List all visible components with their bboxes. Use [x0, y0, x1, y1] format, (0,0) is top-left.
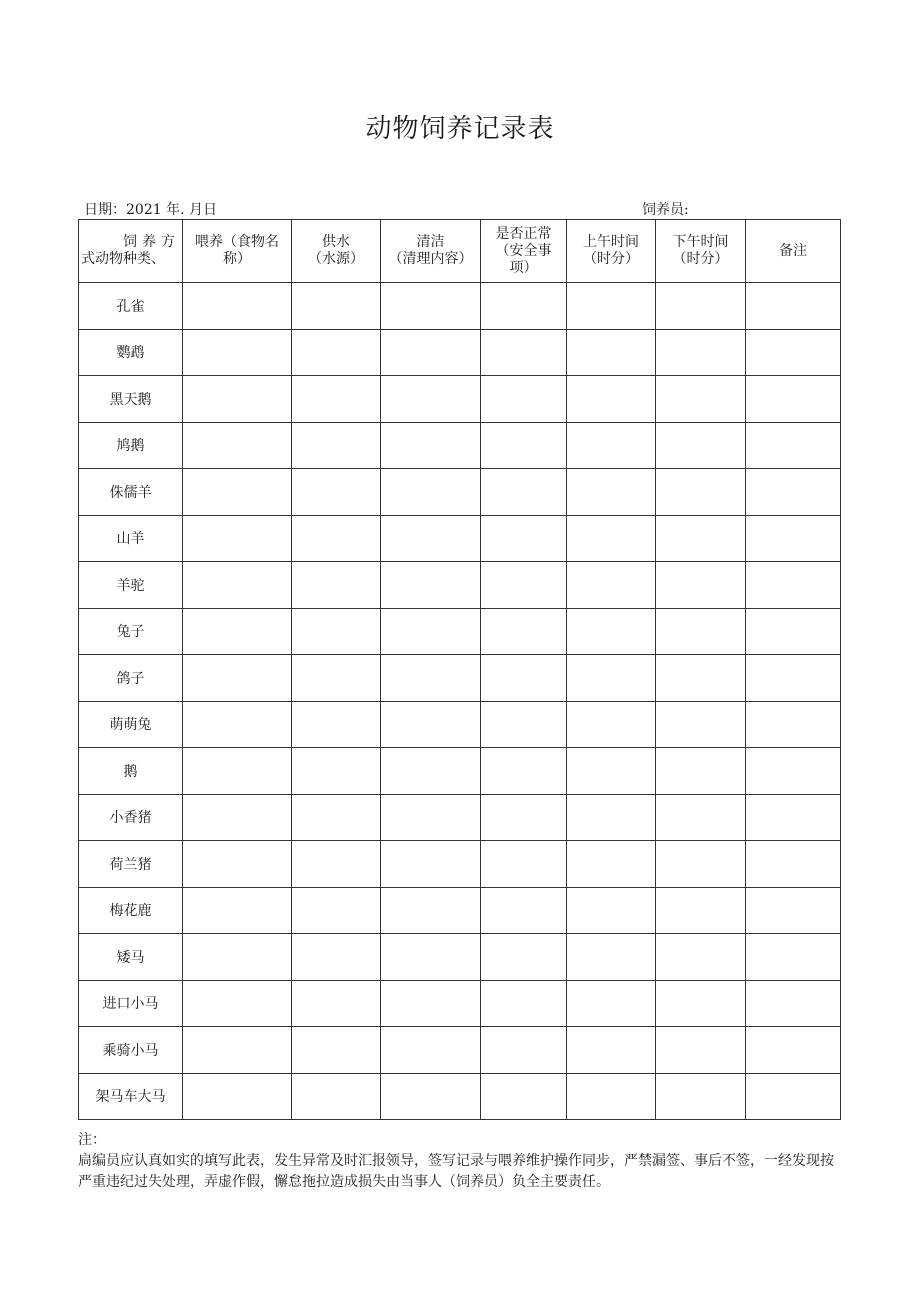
am-time-cell[interactable]: [567, 469, 656, 516]
corner-bottom-label: 式动物种类、: [81, 251, 165, 267]
remark-cell[interactable]: [746, 1027, 841, 1074]
header-normal: [481, 220, 567, 283]
clean-cell[interactable]: [381, 934, 481, 981]
header-remark-label: 备注: [779, 242, 807, 259]
animal-name-cell: 羊驼: [79, 562, 183, 609]
clean-cell[interactable]: [381, 1073, 481, 1120]
pm-time-cell[interactable]: [656, 562, 746, 609]
am-time-cell[interactable]: [567, 515, 656, 562]
water-cell[interactable]: [292, 794, 381, 841]
remark-cell[interactable]: [746, 376, 841, 423]
table-row: [79, 841, 841, 888]
remark-cell[interactable]: [746, 841, 841, 888]
table-row: [79, 562, 841, 609]
normal-cell[interactable]: [481, 283, 567, 330]
pm-time-cell[interactable]: [656, 934, 746, 981]
normal-cell[interactable]: [481, 655, 567, 702]
table-row: [79, 655, 841, 702]
clean-cell[interactable]: [381, 329, 481, 376]
pm-time-cell[interactable]: [656, 887, 746, 934]
am-time-cell[interactable]: [567, 841, 656, 888]
normal-cell[interactable]: [481, 329, 567, 376]
table-row: [79, 934, 841, 981]
feed-cell[interactable]: [183, 934, 292, 981]
am-time-cell[interactable]: [567, 283, 656, 330]
water-cell[interactable]: [292, 748, 381, 795]
header-water: [292, 220, 381, 283]
am-time-cell[interactable]: [567, 980, 656, 1027]
am-time-cell[interactable]: [567, 1027, 656, 1074]
header-remark: [746, 220, 841, 283]
feed-cell[interactable]: [183, 887, 292, 934]
pm-time-cell[interactable]: [656, 329, 746, 376]
feed-cell[interactable]: [183, 1027, 292, 1074]
table-row: [79, 980, 841, 1027]
feeding-record-table: [78, 219, 841, 1120]
remark-cell[interactable]: [746, 1073, 841, 1120]
animal-name-cell: 进口小马: [79, 980, 183, 1027]
animal-name-cell: 萌萌兔: [79, 701, 183, 748]
clean-cell[interactable]: [381, 515, 481, 562]
am-time-cell[interactable]: [567, 562, 656, 609]
animal-name-cell: 荷兰猪: [79, 841, 183, 888]
water-cell[interactable]: [292, 934, 381, 981]
water-cell[interactable]: [292, 887, 381, 934]
table-row: [79, 887, 841, 934]
header-am-time: [567, 220, 656, 283]
am-time-cell[interactable]: [567, 748, 656, 795]
meta-row: [84, 199, 840, 219]
pm-time-cell[interactable]: [656, 748, 746, 795]
note-label: 注：: [78, 1132, 106, 1148]
animal-name-cell: 小香猪: [79, 794, 183, 841]
animal-name-cell: 梅花鹿: [79, 887, 183, 934]
normal-cell[interactable]: [481, 701, 567, 748]
animal-name-cell: 鸽子: [79, 655, 183, 702]
remark-cell[interactable]: [746, 887, 841, 934]
water-cell[interactable]: [292, 1073, 381, 1120]
animal-name-cell: 侏儒羊: [79, 469, 183, 516]
clean-cell[interactable]: [381, 1027, 481, 1074]
feed-cell[interactable]: [183, 655, 292, 702]
remark-cell[interactable]: [746, 515, 841, 562]
header-normal-line1: 是否正常: [495, 225, 552, 242]
normal-cell[interactable]: [481, 515, 567, 562]
header-pm-time: [656, 220, 746, 283]
animal-name-cell: 鸠鹅: [79, 422, 183, 469]
clean-cell[interactable]: [381, 794, 481, 841]
normal-cell[interactable]: [481, 1073, 567, 1120]
page-title: 动物饲养记录表: [365, 114, 555, 144]
pm-time-cell[interactable]: [656, 515, 746, 562]
clean-cell[interactable]: [381, 608, 481, 655]
clean-cell[interactable]: [381, 469, 481, 516]
clean-cell[interactable]: [381, 422, 481, 469]
pm-time-cell[interactable]: [656, 980, 746, 1027]
clean-cell[interactable]: [381, 980, 481, 1027]
water-cell[interactable]: [292, 515, 381, 562]
corner-top-label: 饲养方: [123, 234, 180, 250]
am-time-cell[interactable]: [567, 1073, 656, 1120]
normal-cell[interactable]: [481, 887, 567, 934]
table-row: [79, 1073, 841, 1120]
remark-cell[interactable]: [746, 562, 841, 609]
pm-time-cell[interactable]: [656, 283, 746, 330]
feed-cell[interactable]: [183, 608, 292, 655]
clean-cell[interactable]: [381, 655, 481, 702]
pm-time-cell[interactable]: [656, 422, 746, 469]
header-am-line2: （时分）: [583, 251, 639, 267]
water-cell[interactable]: [292, 329, 381, 376]
animal-name-cell: 鹦鹉: [79, 329, 183, 376]
feed-cell[interactable]: [183, 701, 292, 748]
animal-name-cell: 矮马: [79, 934, 183, 981]
feed-cell[interactable]: [183, 748, 292, 795]
feed-cell[interactable]: [183, 376, 292, 423]
clean-cell[interactable]: [381, 376, 481, 423]
table-row: [79, 1027, 841, 1074]
table-row: [79, 469, 841, 516]
normal-cell[interactable]: [481, 934, 567, 981]
remark-cell[interactable]: [746, 469, 841, 516]
remark-cell[interactable]: [746, 980, 841, 1027]
am-time-cell[interactable]: [567, 887, 656, 934]
pm-time-cell[interactable]: [656, 376, 746, 423]
water-cell[interactable]: [292, 608, 381, 655]
clean-cell[interactable]: [381, 841, 481, 888]
normal-cell[interactable]: [481, 980, 567, 1027]
header-row: [79, 220, 841, 283]
clean-cell[interactable]: [381, 562, 481, 609]
am-time-cell[interactable]: [567, 376, 656, 423]
feed-cell[interactable]: [183, 562, 292, 609]
keeper-label: 饲养员:: [642, 202, 689, 218]
pm-time-cell[interactable]: [656, 1027, 746, 1074]
am-time-cell[interactable]: [567, 608, 656, 655]
pm-time-cell[interactable]: [656, 608, 746, 655]
clean-cell[interactable]: [381, 701, 481, 748]
feed-cell[interactable]: [183, 329, 292, 376]
header-water-line2: （水源）: [308, 251, 364, 267]
table-body: [79, 283, 841, 1120]
header-feed: [183, 220, 292, 283]
feed-cell[interactable]: [183, 980, 292, 1027]
table-row: [79, 794, 841, 841]
header-am-line1: 上午时间: [583, 234, 639, 250]
pm-time-cell[interactable]: [656, 655, 746, 702]
remark-cell[interactable]: [746, 701, 841, 748]
pm-time-cell[interactable]: [656, 469, 746, 516]
animal-name-cell: 山羊: [79, 515, 183, 562]
feed-cell[interactable]: [183, 1073, 292, 1120]
table-row: [79, 748, 841, 795]
remark-cell[interactable]: [746, 655, 841, 702]
header-clean-line2: （清理内容）: [388, 251, 473, 267]
header-normal-line2: （安全事: [495, 242, 552, 259]
clean-cell[interactable]: [381, 283, 481, 330]
normal-cell[interactable]: [481, 376, 567, 423]
normal-cell[interactable]: [481, 841, 567, 888]
am-time-cell[interactable]: [567, 329, 656, 376]
normal-cell[interactable]: [481, 422, 567, 469]
feed-cell[interactable]: [183, 283, 292, 330]
table-row: [79, 283, 841, 330]
am-time-cell[interactable]: [567, 794, 656, 841]
remark-cell[interactable]: [746, 748, 841, 795]
pm-time-cell[interactable]: [656, 794, 746, 841]
feed-cell[interactable]: [183, 515, 292, 562]
water-cell[interactable]: [292, 655, 381, 702]
date-label: 日期：2021 年. 月日: [84, 202, 217, 218]
remark-cell[interactable]: [746, 283, 841, 330]
water-cell[interactable]: [292, 469, 381, 516]
water-cell[interactable]: [292, 562, 381, 609]
am-time-cell[interactable]: [567, 422, 656, 469]
feed-cell[interactable]: [183, 469, 292, 516]
header-clean-line1: 清洁: [416, 234, 445, 250]
am-time-cell[interactable]: [567, 701, 656, 748]
normal-cell[interactable]: [481, 469, 567, 516]
water-cell[interactable]: [292, 980, 381, 1027]
normal-cell[interactable]: [481, 608, 567, 655]
note-text: 扃编员应认真如实的填写此表，发生异常及时汇报领导，签写记录与喂养维护操作同步，严禁漏签、事后不签，一经发现按严重违纪过失处理，弄虚作假，懈怠拖拉造成损失由当事人（饲养员）负全主要责任。: [78, 1153, 834, 1190]
water-cell[interactable]: [292, 376, 381, 423]
table-row: [79, 422, 841, 469]
pm-time-cell[interactable]: [656, 841, 746, 888]
remark-cell[interactable]: [746, 422, 841, 469]
clean-cell[interactable]: [381, 748, 481, 795]
header-clean: [381, 220, 481, 283]
table-row: [79, 515, 841, 562]
header-pm-line1: 下午时间: [672, 234, 729, 250]
normal-cell[interactable]: [481, 794, 567, 841]
animal-name-cell: 架马车大马: [79, 1073, 183, 1120]
header-feed-line1: 喂养（食物名: [195, 234, 279, 250]
am-time-cell[interactable]: [567, 655, 656, 702]
table-row: [79, 376, 841, 423]
header-pm-line2: （时分）: [672, 251, 729, 267]
feed-cell[interactable]: [183, 841, 292, 888]
header-feed-line2: 称）: [223, 251, 251, 267]
am-time-cell[interactable]: [567, 934, 656, 981]
animal-name-cell: 兔子: [79, 608, 183, 655]
table-row: [79, 329, 841, 376]
clean-cell[interactable]: [381, 887, 481, 934]
remark-cell[interactable]: [746, 608, 841, 655]
remark-cell[interactable]: [746, 329, 841, 376]
water-cell[interactable]: [292, 841, 381, 888]
normal-cell[interactable]: [481, 748, 567, 795]
animal-name-cell: 孔雀: [79, 283, 183, 330]
header-water-line1: 供水: [322, 234, 350, 250]
remark-cell[interactable]: [746, 794, 841, 841]
pm-time-cell[interactable]: [656, 701, 746, 748]
feed-cell[interactable]: [183, 794, 292, 841]
header-corner: [79, 220, 183, 283]
animal-name-cell: 鹅: [79, 748, 183, 795]
water-cell[interactable]: [292, 1027, 381, 1074]
table-row: [79, 608, 841, 655]
header-normal-line3: 项）: [509, 259, 538, 276]
normal-cell[interactable]: [481, 1027, 567, 1074]
water-cell[interactable]: [292, 701, 381, 748]
feed-cell[interactable]: [183, 422, 292, 469]
pm-time-cell[interactable]: [656, 1073, 746, 1120]
animal-name-cell: 乘骑小马: [79, 1027, 183, 1074]
normal-cell[interactable]: [481, 562, 567, 609]
table-row: [79, 701, 841, 748]
remark-cell[interactable]: [746, 934, 841, 981]
water-cell[interactable]: [292, 283, 381, 330]
animal-name-cell: 黑天鹅: [79, 376, 183, 423]
water-cell[interactable]: [292, 422, 381, 469]
note-block: [78, 1130, 840, 1193]
